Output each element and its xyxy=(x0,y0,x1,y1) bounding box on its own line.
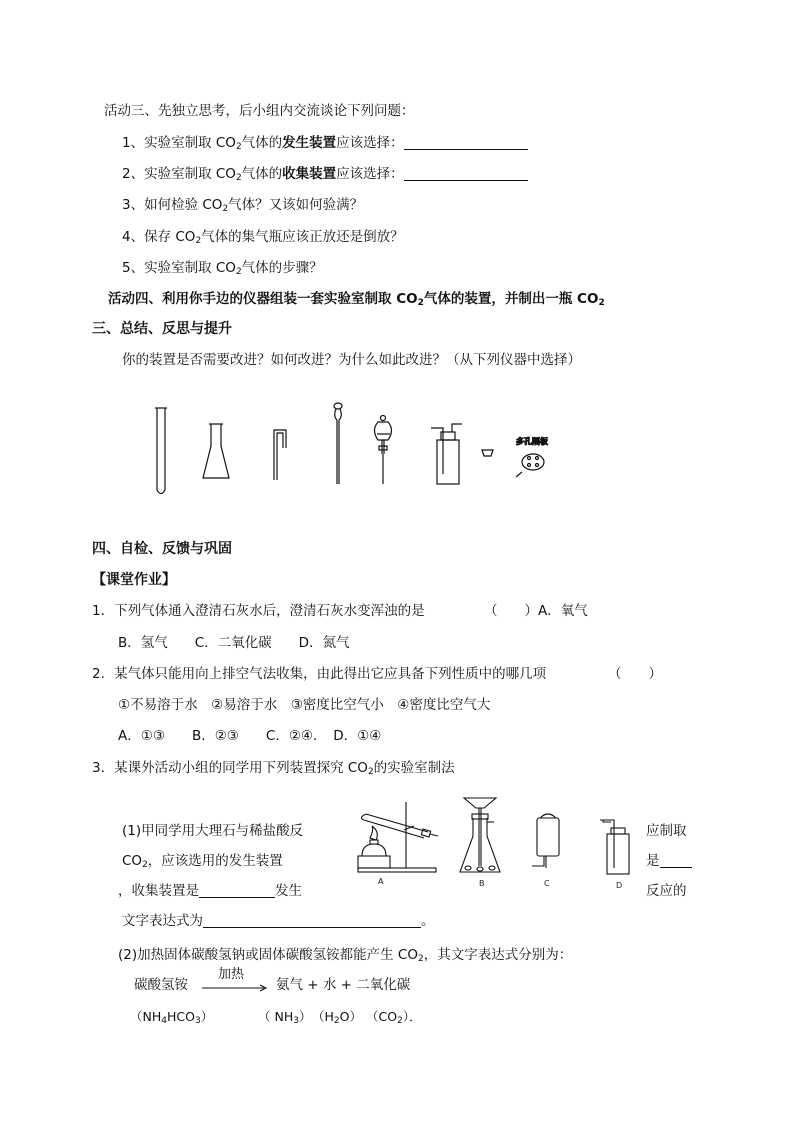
conical-flask-icon xyxy=(203,424,229,478)
hw-q3-p1-line3: ，收集装置是 发生 xyxy=(118,883,302,899)
eq-left: 碳酸氢铵 xyxy=(134,977,188,993)
hw-q3-right2: 是 xyxy=(646,852,692,870)
section3-text: 你的装置是否需要改进？如何改进？为什么如此改进？（从下列仪器中选择） xyxy=(122,352,581,368)
apparatus-d-icon xyxy=(600,820,629,874)
formula-nh3: （ $NH_3$） xyxy=(258,1009,312,1026)
bent-tube-icon xyxy=(274,430,286,480)
answer-blank[interactable] xyxy=(199,883,275,898)
hw-q2-options: A．①③ B．②③ C．②④． D．①④ xyxy=(118,728,382,744)
hw-q2: 2．某气体只能用向上排空气法收集，由此得出它应具备下列性质中的哪几项 xyxy=(92,666,547,682)
activity3-q4: 4、保存 $CO_2$气体的集气瓶应该正放还是倒放？ xyxy=(122,229,404,246)
activity3-intro: 活动三、先独立思考，后小组内交流谈论下列问题： xyxy=(104,103,415,119)
hw-q3-p1-line2: $CO_2$，应该选用的发生装置 xyxy=(122,853,283,870)
perforated-plate-icon xyxy=(522,454,544,470)
label-d: D xyxy=(616,881,623,890)
homework-heading: 【课堂作业】 xyxy=(92,572,176,588)
q3-apparatus xyxy=(344,796,638,892)
eq-condition: 加热 xyxy=(218,967,245,982)
plate-label: 多孔隔板 xyxy=(516,437,548,446)
hw-q2-paren: （ ） xyxy=(608,666,662,682)
apparatus-c-icon xyxy=(532,814,559,868)
separatory-funnel-icon xyxy=(381,416,386,421)
formula-h2o: $(H_2O)$ xyxy=(312,1009,362,1026)
section4-heading: 四、自检、反馈与巩固 xyxy=(92,541,232,557)
activity3-q2: 2、实验室制取 $CO_2$气体的收集装置应该选择： xyxy=(122,165,528,183)
answer-blank[interactable] xyxy=(404,135,528,150)
hw-q3-p2: (2)加热固体碳酸氢钠或固体碳酸氢铵都能产生 $CO_2$，其文字表达式分别为： xyxy=(118,947,573,964)
section3-heading: 三、总结、反思与提升 xyxy=(92,321,232,337)
label-b: B xyxy=(479,879,485,888)
eq-right: 氨气 + 水 + 二氧化碳 xyxy=(276,977,411,993)
hw-q3-p1-line1: (1)甲同学用大理石与稀盐酸反 xyxy=(122,823,304,839)
long-neck-funnel-icon xyxy=(334,403,342,409)
activity3-q1: 1、实验室制取 $CO_2$气体的发生装置应该选择： xyxy=(122,134,528,152)
label-a: A xyxy=(378,877,384,886)
test-tube-icon xyxy=(157,408,165,494)
hw-q3-right1: 应制取 xyxy=(646,823,687,839)
reaction-arrow-icon xyxy=(202,984,268,992)
hw-q1: 1．下列气体通入澄清石灰水后，澄清石灰水变浑浊的是 xyxy=(92,603,425,619)
apparatus-b-icon xyxy=(460,798,500,872)
activity4: 活动四、利用你手边的仪器组装一套实验室制取 $CO_2$气体的装置，并制出一瓶 $CO_2$ xyxy=(108,291,605,308)
answer-blank[interactable] xyxy=(660,853,692,868)
hw-q1-paren: （ ）A．氧气 xyxy=(484,603,588,619)
gas-bottle-icon xyxy=(437,440,459,484)
hw-q3: 3．某课外活动小组的同学用下列装置探究 $CO_2$的实验室制法 xyxy=(92,760,455,777)
apparatus-a-icon xyxy=(358,802,438,872)
stopper-icon xyxy=(482,450,493,456)
answer-blank[interactable] xyxy=(404,166,528,181)
answer-blank[interactable] xyxy=(203,913,421,928)
hw-q3-right3: 反应的 xyxy=(646,883,687,899)
activity3-q5: 5、实验室制取 $CO_2$气体的步骤？ xyxy=(122,260,323,277)
apparatus-row xyxy=(150,398,570,502)
label-c: C xyxy=(544,879,550,888)
formula-nh4hco3: $(NH_4HCO_3)$ xyxy=(130,1009,214,1026)
hw-q1-options: B．氢气 C．二氧化碳 D．氮气 xyxy=(118,635,350,651)
hw-q3-p1-line4: 文字表达式为 。 xyxy=(122,913,435,929)
activity3-q3: 3、如何检验 $CO_2$气体？又该如何验满？ xyxy=(122,197,364,214)
hw-q2-props: ①不易溶于水 ②易溶于水 ③密度比空气小 ④密度比空气大 xyxy=(118,697,491,713)
formula-co2: $(CO_2)$． xyxy=(366,1009,422,1026)
